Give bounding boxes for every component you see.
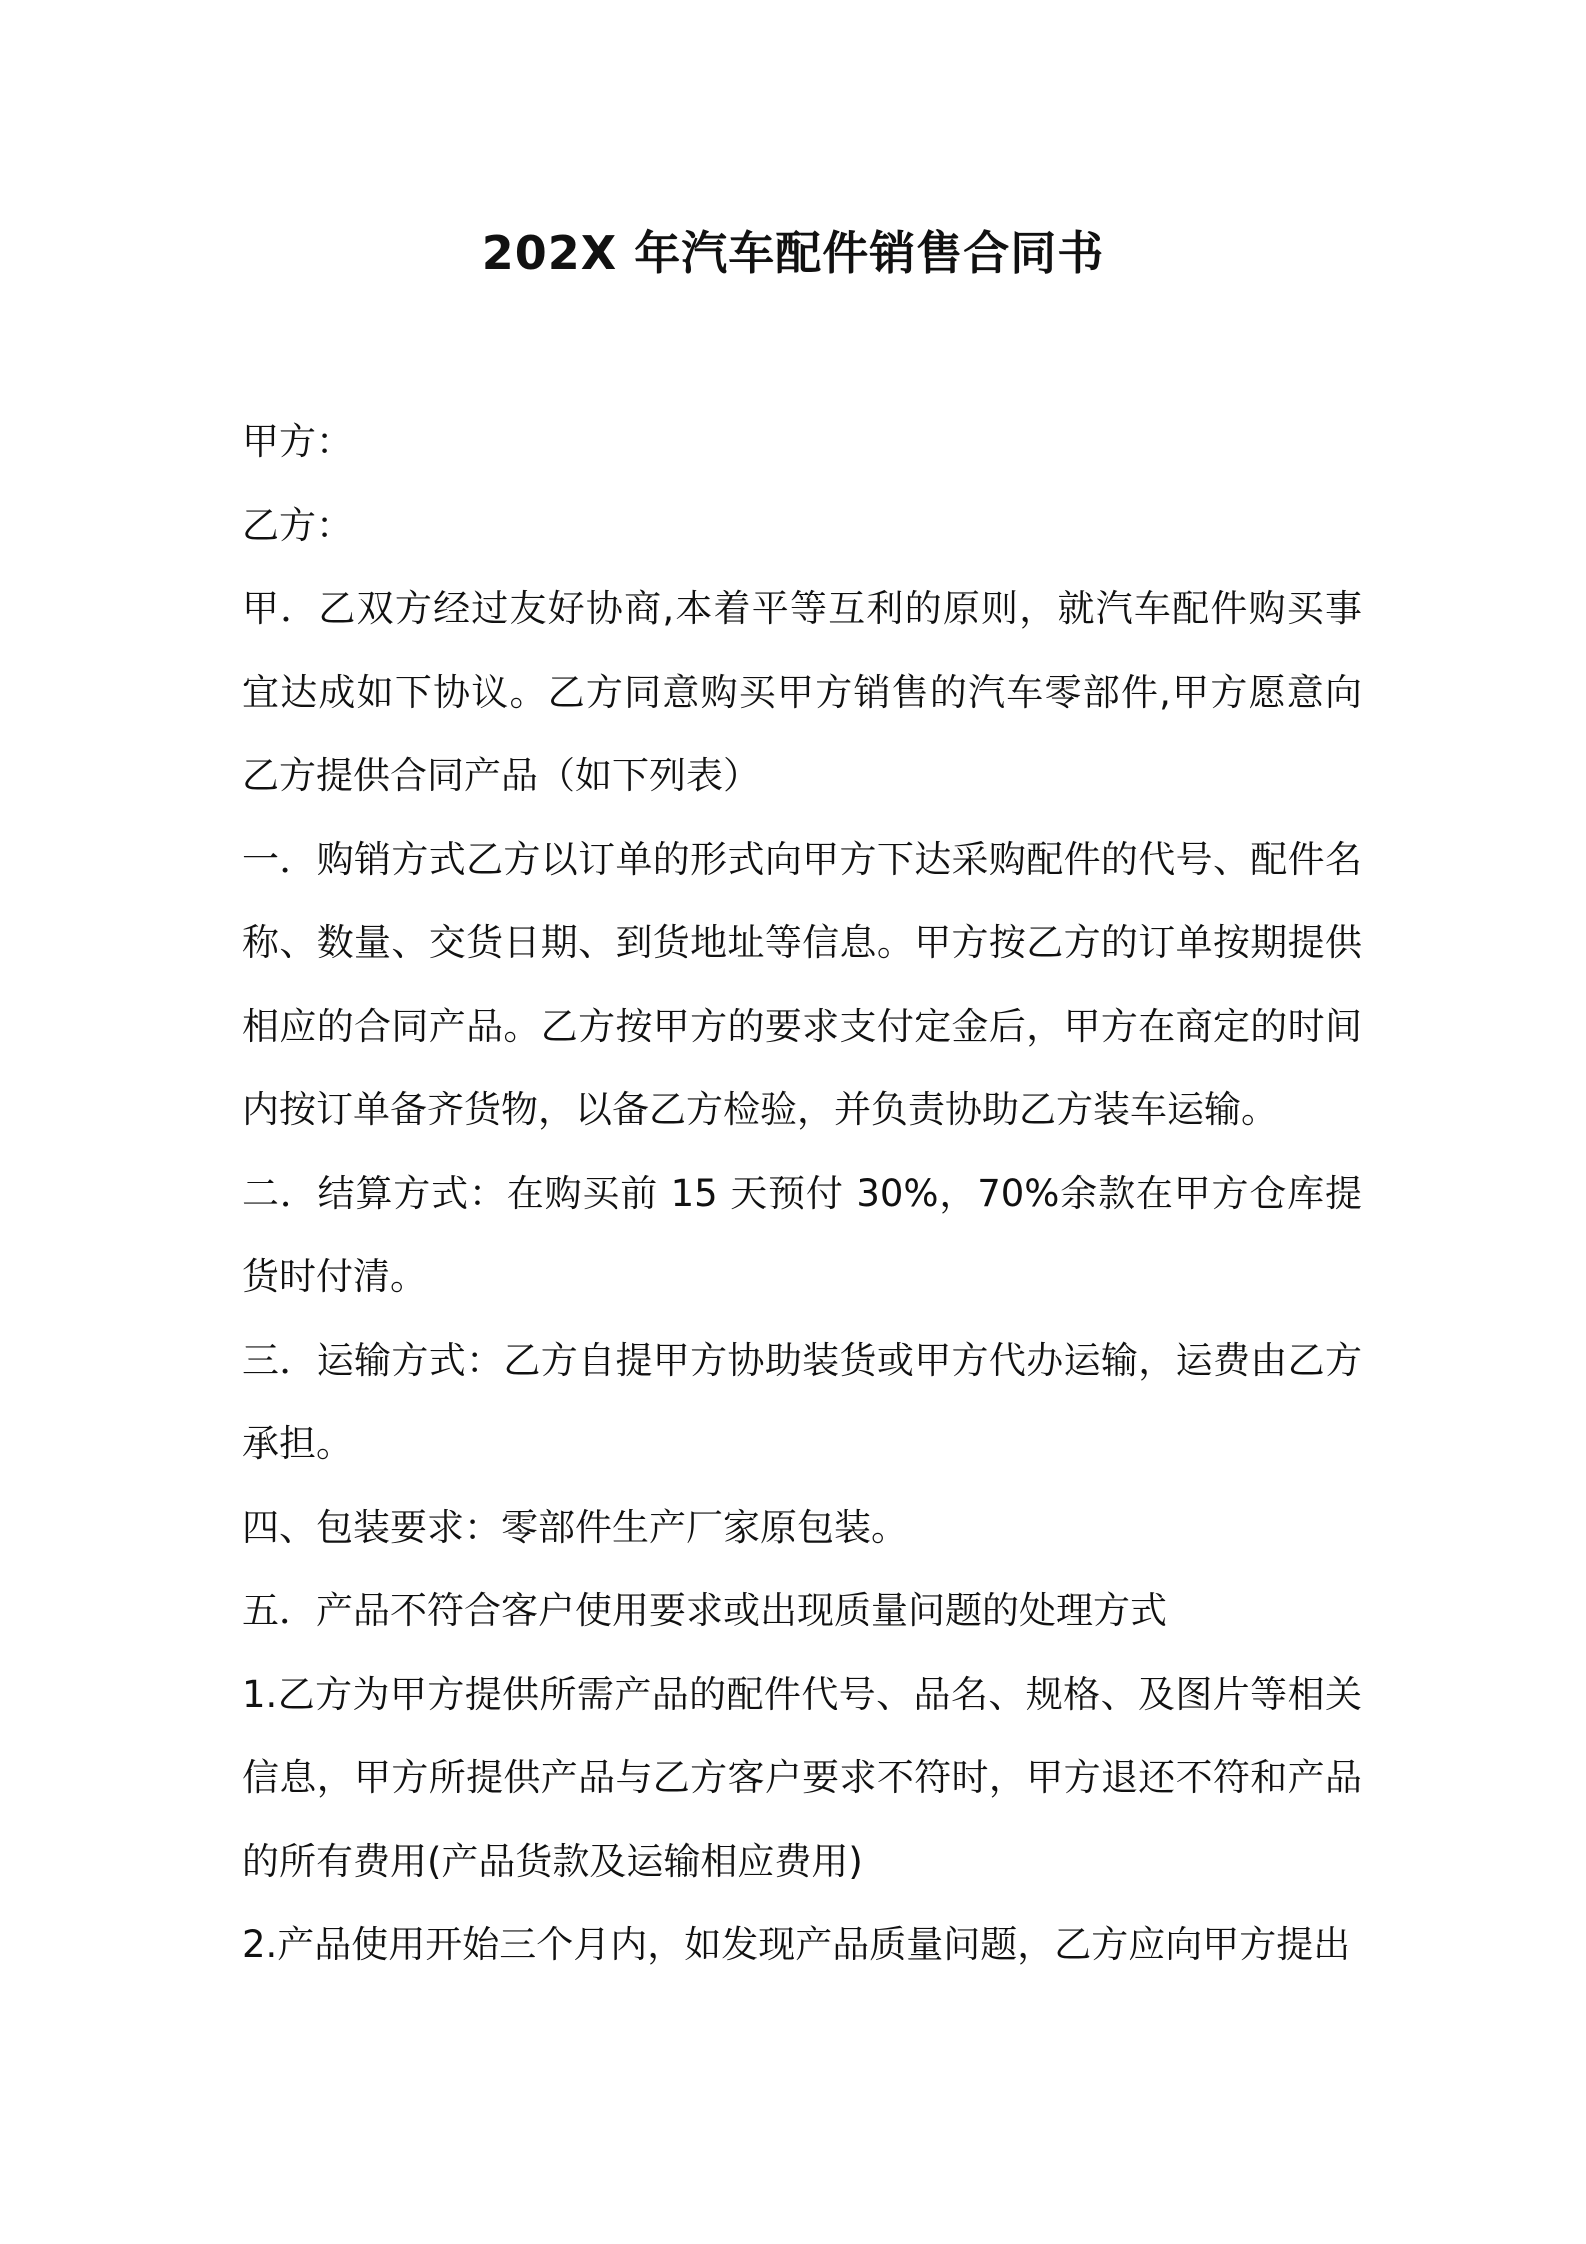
document-title: 202X 年汽车配件销售合同书 [481, 226, 1105, 280]
contract-body [242, 400, 1362, 1987]
clause-4-packaging: 四、包装要求：零部件生产厂家原包装。 [242, 1505, 908, 1549]
clause-1-purchase-method: 一．购销方式乙方以订单的形式向甲方下达采购配件的代号、配件名称、数量、交货日期、到货地址等信息。甲方按乙方的订单按期提供相应的合同产品。乙方按甲方的要求支付定金后，甲方在商定的时间内按订单备齐货物，以备乙方检验，并负责协助乙方装车运输。 [242, 837, 1362, 1131]
party-b-line: 乙方： [242, 503, 353, 547]
preamble-paragraph: 甲．乙双方经过友好协商,本着平等互利的原则，就汽车配件购买事宜达成如下协议。乙方同意购买甲方销售的汽车零部件,甲方愿意向乙方提供合同产品（如下列表） [242, 587, 1362, 797]
clause-2-settlement: 二．结算方式：在购买前 15 天预付 30%，70%余款在甲方仓库提货时付清。 [242, 1171, 1362, 1298]
clause-5-heading: 五．产品不符合客户使用要求或出现质量问题的处理方式 [242, 1589, 1167, 1632]
clause-5-item-1: 1.乙方为甲方提供所需产品的配件代号、品名、规格、及图片等相关信息，甲方所提供产品与乙方客户要求不符时，甲方退还不符和产品的所有费用(产品货款及运输相应费用) [242, 1672, 1362, 1883]
clause-5-item-2: 2.产品使用开始三个月内，如发现产品质量问题，乙方应向甲方提出 [242, 1923, 1351, 1966]
party-a-line: 甲方： [242, 420, 353, 463]
clause-3-transport: 三．运输方式：乙方自提甲方协助装货或甲方代办运输，运费由乙方承担。 [242, 1338, 1362, 1465]
